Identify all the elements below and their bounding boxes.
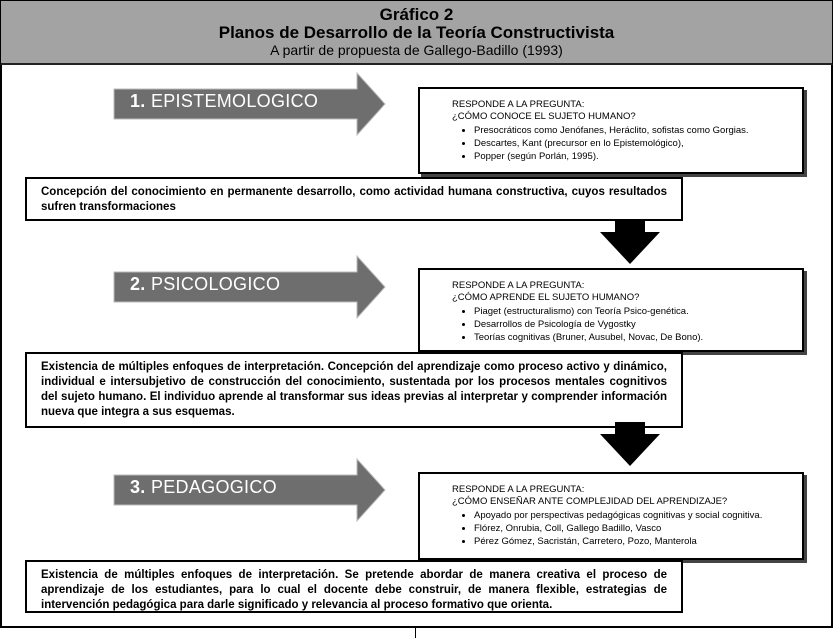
section-name: PSICOLOGICO <box>150 274 281 294</box>
list-item: • Flórez, Onrubia, Coll, Gallego Badillo, Vasco <box>474 523 802 535</box>
section-number: 2. <box>130 274 146 294</box>
question-prompt: RESPONDE A LA PREGUNTA: <box>452 280 585 291</box>
section-number: 1. <box>130 91 146 111</box>
question-prompt: RESPONDE A LA PREGUNTA: <box>452 484 585 495</box>
question-prompt: RESPONDE A LA PREGUNTA: <box>452 99 585 110</box>
list-item: • Descartes, Kant (precursor en lo Epistemológico), <box>474 138 802 150</box>
description-box-3: Existencia de múltiples enfoques de interpretación. Se pretende abordar de manera creativa el proceso de aprendizaje de los estudiantes, para lo cual el docente debe construir, de manera flexible, estrategias de intervención pedagógica para darle significado y relevancia al proceso formativo que orienta. <box>25 560 683 613</box>
question-text: ¿CÓMO ENSEÑAR ANTE COMPLEJIDAD DEL APRENDIZAJE? <box>452 496 728 507</box>
header <box>0 0 833 65</box>
question-text: ¿CÓMO CONOCE EL SUJETO HUMANO? <box>452 111 636 122</box>
description-box-1: Concepción del conocimiento en permanente desarrollo, como actividad humana constructiva, cuyos resultados sufren transformaciones <box>25 177 683 221</box>
down-arrow-icon <box>600 220 660 264</box>
divider <box>415 626 416 638</box>
list-item: • Desarrollos de Psicología de Vygostky <box>474 319 802 331</box>
down-arrow-icon <box>600 422 660 466</box>
section-number: 3. <box>130 477 146 497</box>
section-name: EPISTEMOLOGICO <box>150 91 319 111</box>
list-item: • Apoyado por perspectivas pedagógicas cognitivas y social cognitiva. <box>474 510 802 522</box>
question-text: ¿CÓMO APRENDE EL SUJETO HUMANO? <box>452 292 640 303</box>
question-box-1 <box>418 87 804 174</box>
list-item: • Teorías cognitivas (Bruner, Ausubel, Novac, De Bono). <box>474 332 802 344</box>
arrow-pedagogico <box>112 457 387 523</box>
figure-source: A partir de propuesta de Gallego-Badillo (1993) <box>270 42 563 58</box>
question-box-3 <box>418 472 804 560</box>
arrow-epistemologico <box>112 71 387 137</box>
list-item: • Popper (según Porlán, 1995). <box>474 151 802 163</box>
section-name: PEDAGOGICO <box>150 477 277 497</box>
arrow-psicologico <box>112 254 387 320</box>
question-box-2 <box>418 268 804 352</box>
list-item: • Presocráticos como Jenófanes, Heráclito, sofistas como Gorgias. <box>474 125 802 137</box>
figure-title: Gráfico 2 <box>379 5 454 24</box>
list-item: • Piaget (estructuralismo) con Teoría Psico-genética. <box>474 306 802 318</box>
figure-subtitle: Planos de Desarrollo de la Teoría Constructivista <box>218 23 615 42</box>
description-box-2: Existencia de múltiples enfoques de interpretación. Concepción del aprendizaje como proceso activo y dinámico, individual e intersubjetivo de construcción del conocimiento, sustentada por los procesos mentales cognitivos del sujeto humano. El individuo aprende al transformar sus ideas previas al interpretar y comprender información nueva que integra a sus esquemas. <box>25 352 683 428</box>
list-item: • Pérez Gómez, Sacristán, Carretero, Pozo, Manterola <box>474 536 802 548</box>
